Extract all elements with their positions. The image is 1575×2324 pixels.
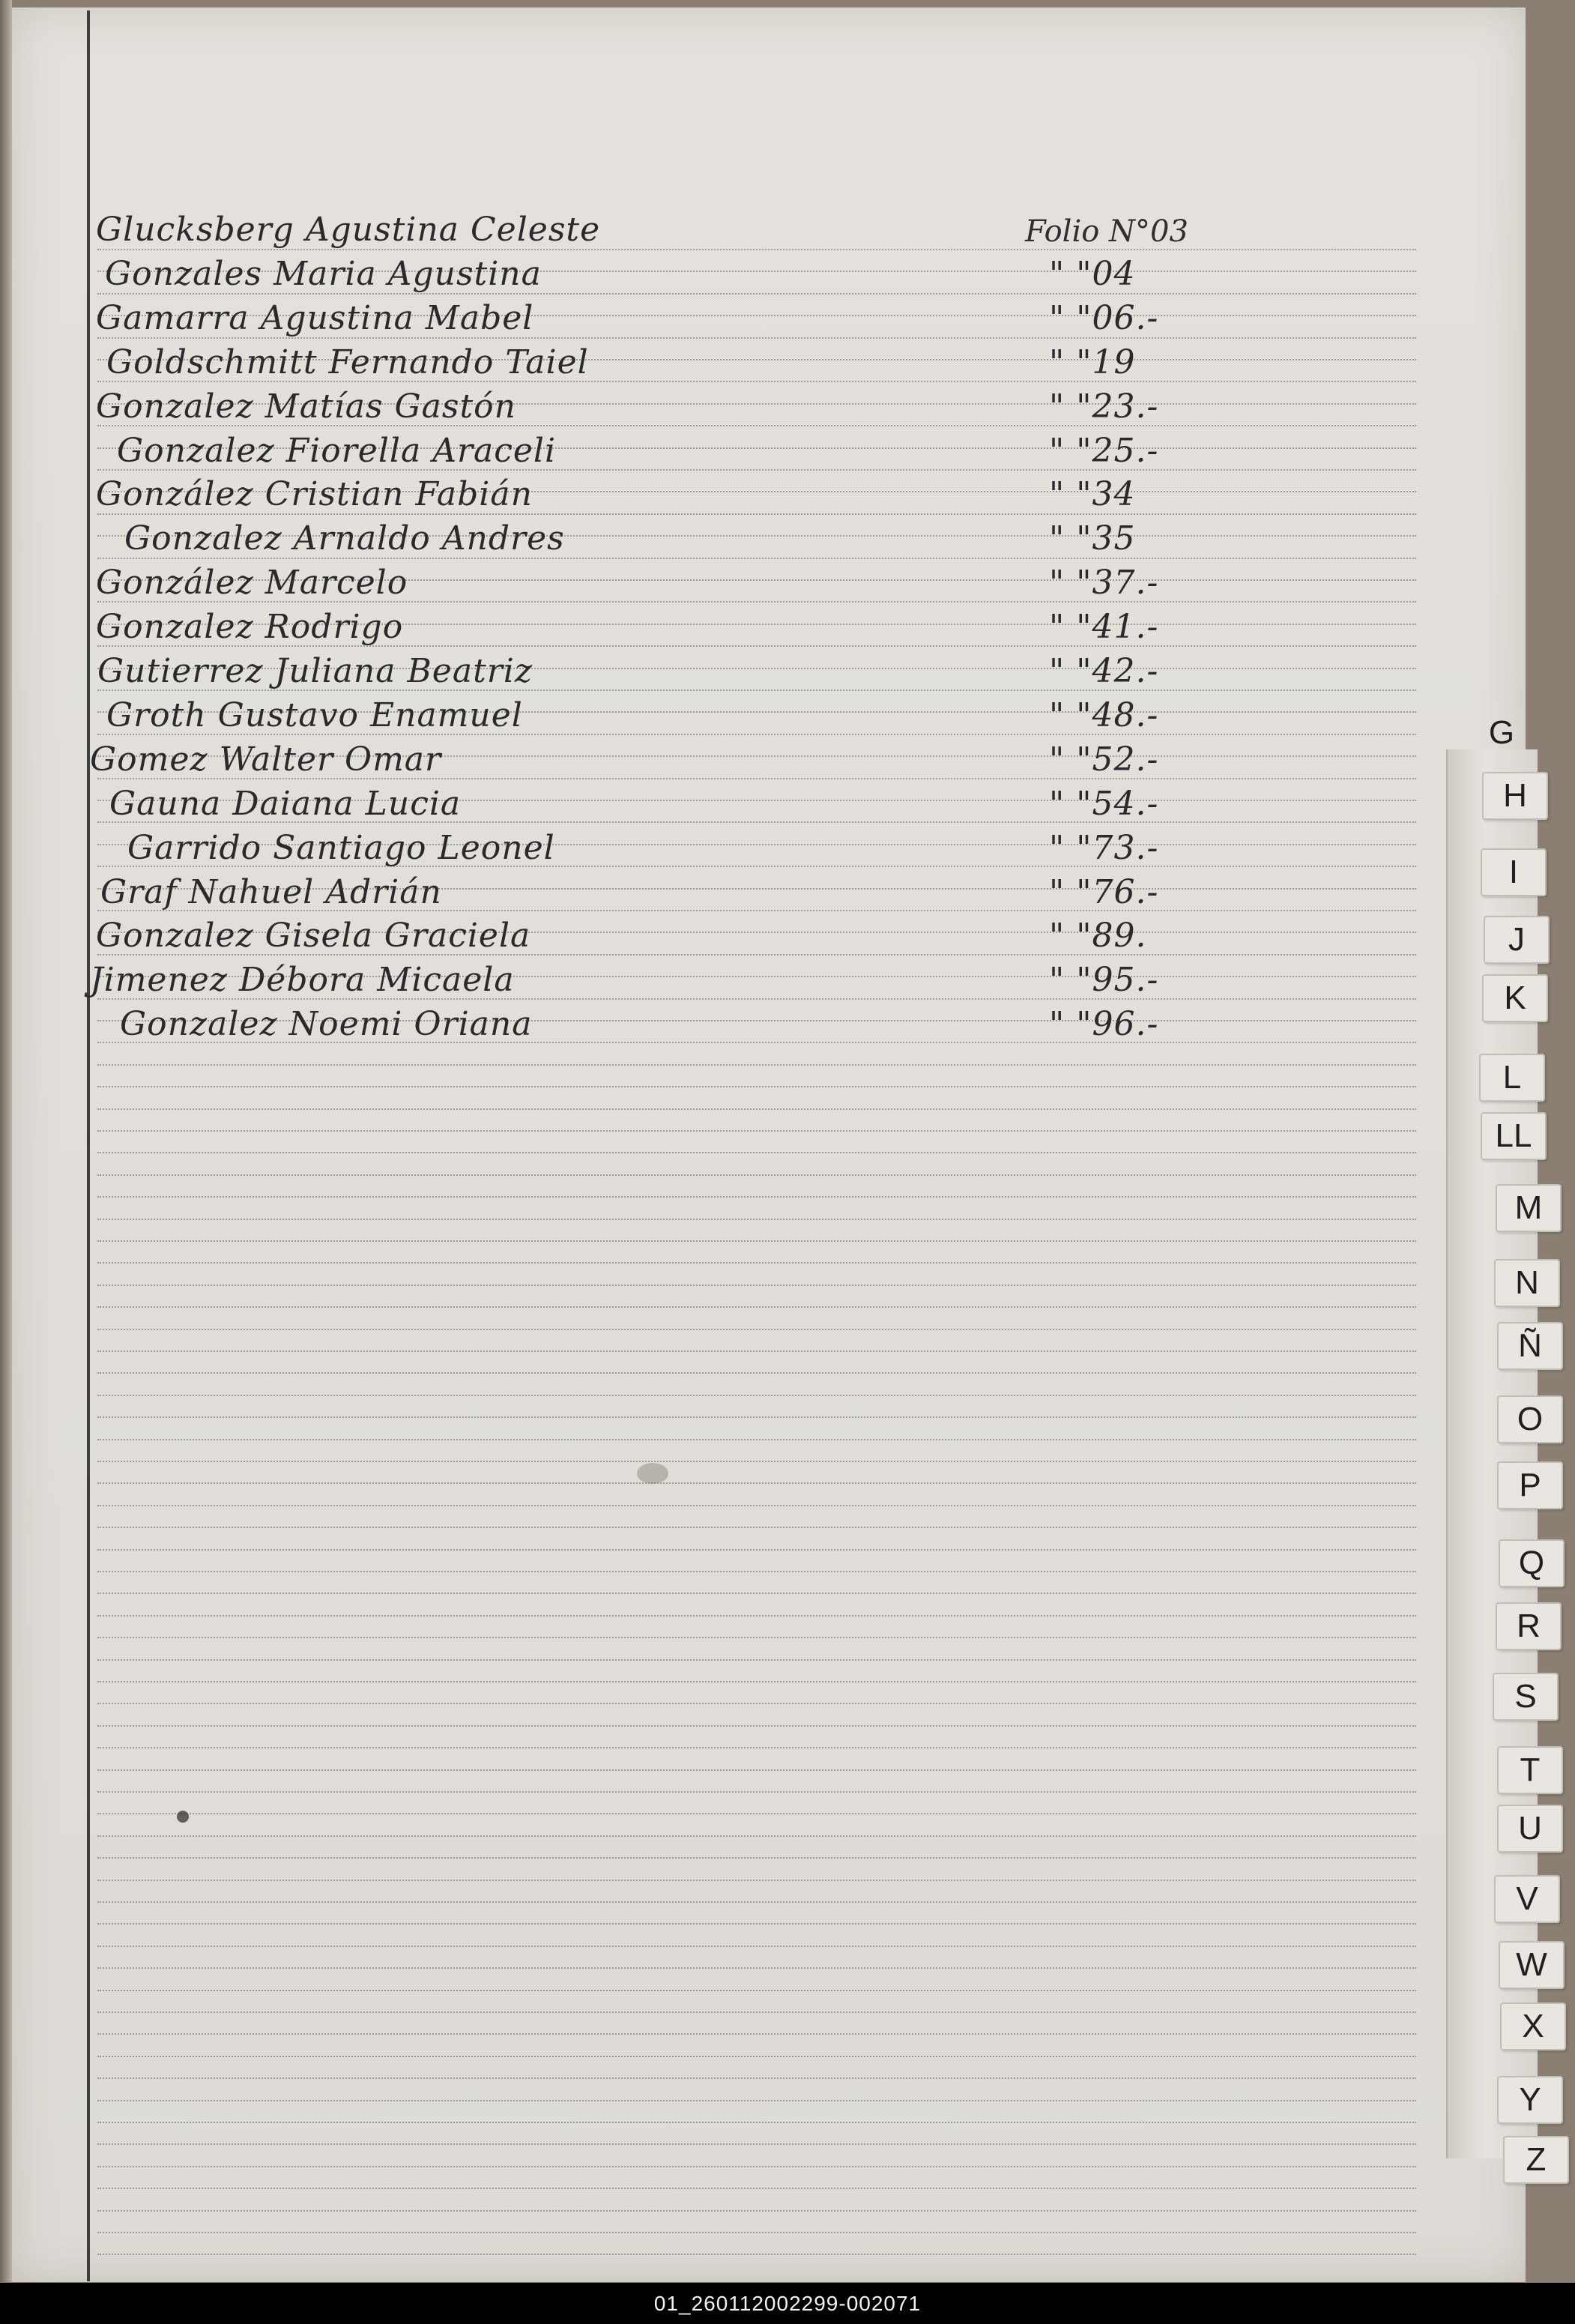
index-tab-9[interactable]: N: [1494, 1259, 1560, 1307]
ledger-entry: [106, 339, 1305, 381]
ruled-line: [97, 1791, 1416, 1793]
ruled-line: [97, 1240, 1416, 1242]
entry-folio: " "95.-: [1049, 961, 1159, 1000]
ledger-entry: [90, 957, 1289, 999]
index-tab-14[interactable]: R: [1496, 1602, 1562, 1650]
ruled-line: [97, 1923, 1416, 1925]
ruled-line: [97, 381, 1416, 382]
ruled-line: [97, 1571, 1416, 1572]
index-tab-17[interactable]: U: [1497, 1805, 1563, 1853]
ruled-line: [97, 1747, 1416, 1748]
ruled-line: [97, 1086, 1416, 1087]
ruled-line: [97, 1813, 1416, 1814]
index-tab-8[interactable]: M: [1496, 1184, 1562, 1232]
ruled-line: [97, 1880, 1416, 1881]
entry-folio: " "52.-: [1049, 740, 1159, 779]
ruled-line: [97, 1152, 1416, 1153]
entry-folio: " "96.-: [1049, 1005, 1159, 1044]
ledger-entry: [90, 737, 1289, 779]
entry-name: Gonzalez Arnaldo Andres: [124, 519, 565, 558]
index-tab-1[interactable]: G: [1488, 714, 1515, 751]
index-tab-18[interactable]: V: [1494, 1875, 1560, 1923]
entry-name: Gomez Walter Omar: [90, 740, 442, 779]
index-tab-6[interactable]: L: [1479, 1054, 1545, 1102]
entry-name: Graf Nahuel Adrián: [100, 872, 442, 911]
index-tab-19[interactable]: W: [1499, 1941, 1565, 1989]
entry-name: Gonzalez Gisela Graciela: [96, 917, 531, 956]
entry-name: Gonzalez Fiorella Araceli: [117, 431, 557, 470]
ruled-line: [97, 1703, 1416, 1704]
ruled-line: [97, 2210, 1416, 2212]
entry-name: Gutierrez Juliana Beatriz: [97, 652, 533, 690]
ruled-line: [97, 1285, 1416, 1286]
ruled-line: [97, 1505, 1416, 1506]
index-tab-12[interactable]: P: [1497, 1461, 1563, 1509]
ruled-line: [97, 1769, 1416, 1771]
ruled-line: [97, 1262, 1416, 1264]
ruled-line: [97, 2011, 1416, 2013]
ruled-line: [97, 2254, 1416, 2255]
index-tab-5[interactable]: K: [1482, 974, 1548, 1022]
ledger-entry: [96, 913, 1295, 955]
entry-folio: " "41.-: [1049, 608, 1159, 647]
ledger-entry: [117, 428, 1316, 470]
index-tab-10[interactable]: Ñ: [1497, 1322, 1563, 1370]
ledger-entry: [97, 648, 1296, 690]
ruled-line: [97, 1439, 1416, 1440]
ruled-line: [97, 293, 1416, 295]
margin-line: [87, 10, 90, 2281]
entry-name: González Marcelo: [96, 564, 408, 603]
ruled-line: [97, 1637, 1416, 1638]
ruled-line: [97, 2232, 1416, 2233]
index-tab-11[interactable]: O: [1497, 1395, 1563, 1443]
entry-name: González Cristian Fabián: [96, 475, 533, 514]
footer-bar: [0, 2283, 1575, 2324]
alphabet-index-tabs: [1439, 0, 1574, 2282]
ledger-entry: [109, 781, 1308, 823]
ruled-line: [97, 1174, 1416, 1176]
ruled-line: [97, 1946, 1416, 1947]
entry-name: Gonzalez Matías Gastón: [96, 387, 516, 426]
entry-folio: " "35: [1049, 519, 1136, 558]
ruled-line: [97, 1130, 1416, 1132]
ledger-entry: [96, 207, 1295, 249]
entry-folio: " "34: [1049, 475, 1136, 514]
image-id-label: 01_260112002299-002071: [653, 2291, 922, 2315]
entry-name: Glucksberg Agustina Celeste: [96, 211, 601, 249]
entry-folio: " "54.-: [1049, 784, 1159, 823]
ruled-line: [97, 1549, 1416, 1551]
ruled-line: [97, 1527, 1416, 1528]
ruled-line: [97, 1835, 1416, 1837]
ink-smudge: [637, 1463, 668, 1484]
entry-name: Gonzales Maria Agustina: [105, 254, 542, 293]
ledger-entry: [127, 825, 1326, 867]
ledger-entry: [105, 251, 1304, 293]
ruled-line: [97, 1108, 1416, 1110]
folio-header: Folio N°03: [1025, 214, 1188, 249]
ruled-line: [97, 1593, 1416, 1594]
entry-name: Gonzalez Rodrigo: [96, 608, 404, 647]
index-tab-13[interactable]: Q: [1499, 1539, 1565, 1587]
ledger-entry: [120, 1001, 1319, 1043]
ledger-entry: [124, 516, 1323, 558]
ruled-line: [97, 2166, 1416, 2167]
entry-name: Gauna Daiana Lucia: [109, 784, 462, 823]
ruled-line: [97, 1725, 1416, 1727]
entry-folio: " "37.-: [1049, 564, 1159, 603]
ruled-line: [97, 2056, 1416, 2057]
entry-folio: " "04: [1049, 254, 1136, 293]
ledger-entry: [96, 560, 1295, 602]
ruled-line: [97, 2143, 1416, 2145]
ruled-line: [97, 2033, 1416, 2035]
entry-folio: " "89.: [1049, 917, 1147, 956]
ruled-line: [97, 1901, 1416, 1903]
ruled-line: [97, 1329, 1416, 1330]
ruled-line: [97, 1482, 1416, 1484]
entry-name: Groth Gustavo Enamuel: [106, 695, 523, 734]
ruled-line: [97, 1416, 1416, 1418]
entry-name: Jimenez Débora Micaela: [90, 961, 515, 1000]
index-tab-7[interactable]: LL: [1481, 1112, 1547, 1160]
entry-name: Gamarra Agustina Mabel: [96, 298, 534, 337]
index-tab-21[interactable]: Y: [1497, 2076, 1563, 2124]
index-tab-22[interactable]: Z: [1503, 2136, 1569, 2184]
ledger-entry: [100, 869, 1299, 911]
ruled-line: [97, 1395, 1416, 1396]
ledger-entry: [96, 604, 1295, 646]
entry-name: Goldschmitt Fernando Taiel: [106, 342, 589, 381]
ruled-line: [97, 2188, 1416, 2189]
index-tab-15[interactable]: S: [1493, 1673, 1559, 1721]
entry-folio: " "25.-: [1049, 431, 1159, 470]
entry-folio: " "06.-: [1049, 298, 1159, 337]
ruled-line: [97, 1219, 1416, 1220]
ruled-line: [97, 1681, 1416, 1682]
ruled-line: [97, 2100, 1416, 2101]
ruled-line: [97, 1372, 1416, 1374]
ledger-entry: [106, 692, 1305, 734]
index-tab-16[interactable]: T: [1497, 1746, 1563, 1794]
ledger-entry: [96, 295, 1295, 337]
ruled-line: [97, 1064, 1416, 1066]
ruled-line: [97, 1196, 1416, 1198]
ruled-line: [97, 2077, 1416, 2079]
ruled-line: [97, 1857, 1416, 1859]
ruled-line: [97, 337, 1416, 339]
binding-edge: [0, 0, 12, 2282]
entry-folio: " "19: [1049, 342, 1136, 381]
ledger-entry: [96, 384, 1295, 426]
entry-name: Garrido Santiago Leonel: [127, 828, 555, 867]
index-tab-4[interactable]: J: [1484, 916, 1550, 964]
ruled-line: [97, 2122, 1416, 2123]
ruled-line: [97, 1990, 1416, 1991]
ruled-line: [97, 1967, 1416, 1969]
ruled-line: [97, 1461, 1416, 1462]
ink-dot: [177, 1811, 189, 1823]
entry-folio: " "73.-: [1049, 828, 1159, 867]
ruled-line: [97, 1615, 1416, 1617]
ruled-line: [97, 1350, 1416, 1352]
index-tab-3[interactable]: I: [1481, 848, 1547, 896]
entry-folio: " "76.-: [1049, 872, 1159, 911]
index-tab-20[interactable]: X: [1500, 2002, 1566, 2050]
ledger-entry: [96, 471, 1295, 513]
entry-folio: " "42.-: [1049, 652, 1159, 690]
ruled-line: [97, 1659, 1416, 1661]
entry-folio: " "23.-: [1049, 387, 1159, 426]
entry-folio: " "48.-: [1049, 695, 1159, 734]
ruled-line: [97, 249, 1416, 250]
ruled-line: [97, 1306, 1416, 1308]
entry-name: Gonzalez Noemi Oriana: [120, 1005, 533, 1044]
index-tab-2[interactable]: H: [1482, 772, 1548, 820]
